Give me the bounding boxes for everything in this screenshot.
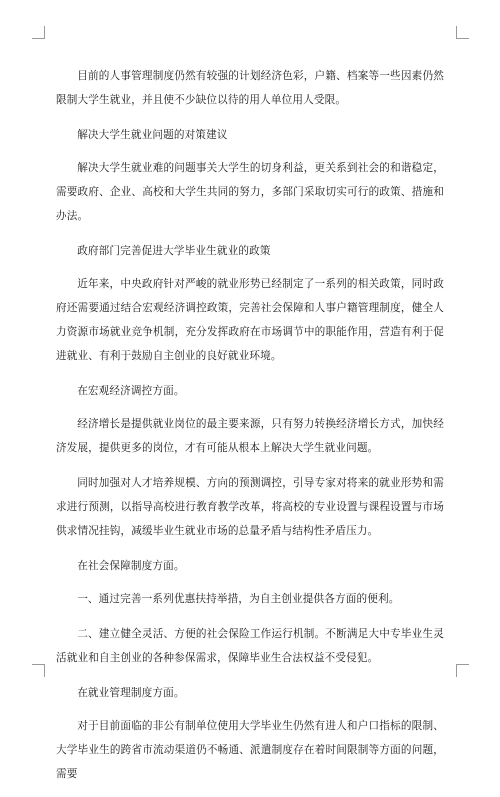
document-body	[56, 64, 444, 797]
paragraph-8: 对于目前面临的非公有制单位使用大学毕业生仍然有进人和户口指标的限制、大学毕业生的跨省市流动渠道仍不畅通、派遣制度存在着时间限制等方面的问题，需要	[56, 720, 444, 780]
subsection-heading-2: 在社会保障制度方面。	[77, 560, 185, 572]
paragraph-5: 同时加强对人才培养规模、方向的预测调控，引导专家对将来的就业形势和需求进行预测，以指导高校进行教育教学改革，将高校的专业设置与课程设置与市场供求情况挂钩，减缓毕业生就业市场的总量矛盾与结构性矛盾压力。	[56, 477, 444, 537]
crop-mark-bottom-left	[32, 664, 45, 677]
paragraph-1: 目前的人事管理制度仍然有较强的计划经济色彩，户籍、档案等一些因素仍然限制大学生就业，并且使不少缺位以待的用人单位用人受限。	[56, 70, 444, 106]
paragraph-7: 二、建立健全灵活、方便的社会保险工作运行机制。不断满足大中专毕业生灵活就业和自主创业的各种参保需求，保障毕业生合法权益不受侵犯。	[56, 628, 444, 664]
paragraph-3: 近年来，中央政府针对严峻的就业形势已经制定了一系列的相关政策，同时政府还需要通过结合宏观经济调控政策，完善社会保障和人事户籍管理制度，健全人力资源市场就业竞争机制，充分发挥政府在市场调节中的职能作用，营造有利于促进就业、有利于鼓励自主创业的良好就业环境。	[56, 278, 444, 362]
paragraph-6: 一、通过完善一系列优惠扶持举措，为自主创业提供各方面的便利。	[77, 593, 400, 605]
paragraph-4: 经济增长是提供就业岗位的最主要来源，只有努力转换经济增长方式，加快经济发展，提供更多的岗位，才有可能从根本上解决大学生就业问题。	[56, 418, 444, 454]
subsection-heading-1: 在宏观经济调控方面。	[77, 385, 185, 397]
crop-mark-top-right	[456, 26, 469, 39]
crop-mark-bottom-right	[456, 664, 469, 677]
crop-mark-top-left	[32, 26, 45, 39]
section-heading-2: 政府部门完善促进大学毕业生就业的政策	[77, 245, 271, 257]
section-heading-1: 解决大学生就业问题的对策建议	[77, 129, 228, 141]
paragraph-2: 解决大学生就业难的问题事关大学生的切身利益，更关系到社会的和谐稳定，需要政府、企业、高校和大学生共同的努力，多部门采取切实可行的政策、措施和办法。	[56, 162, 444, 222]
subsection-heading-3: 在就业管理制度方面。	[77, 687, 185, 699]
